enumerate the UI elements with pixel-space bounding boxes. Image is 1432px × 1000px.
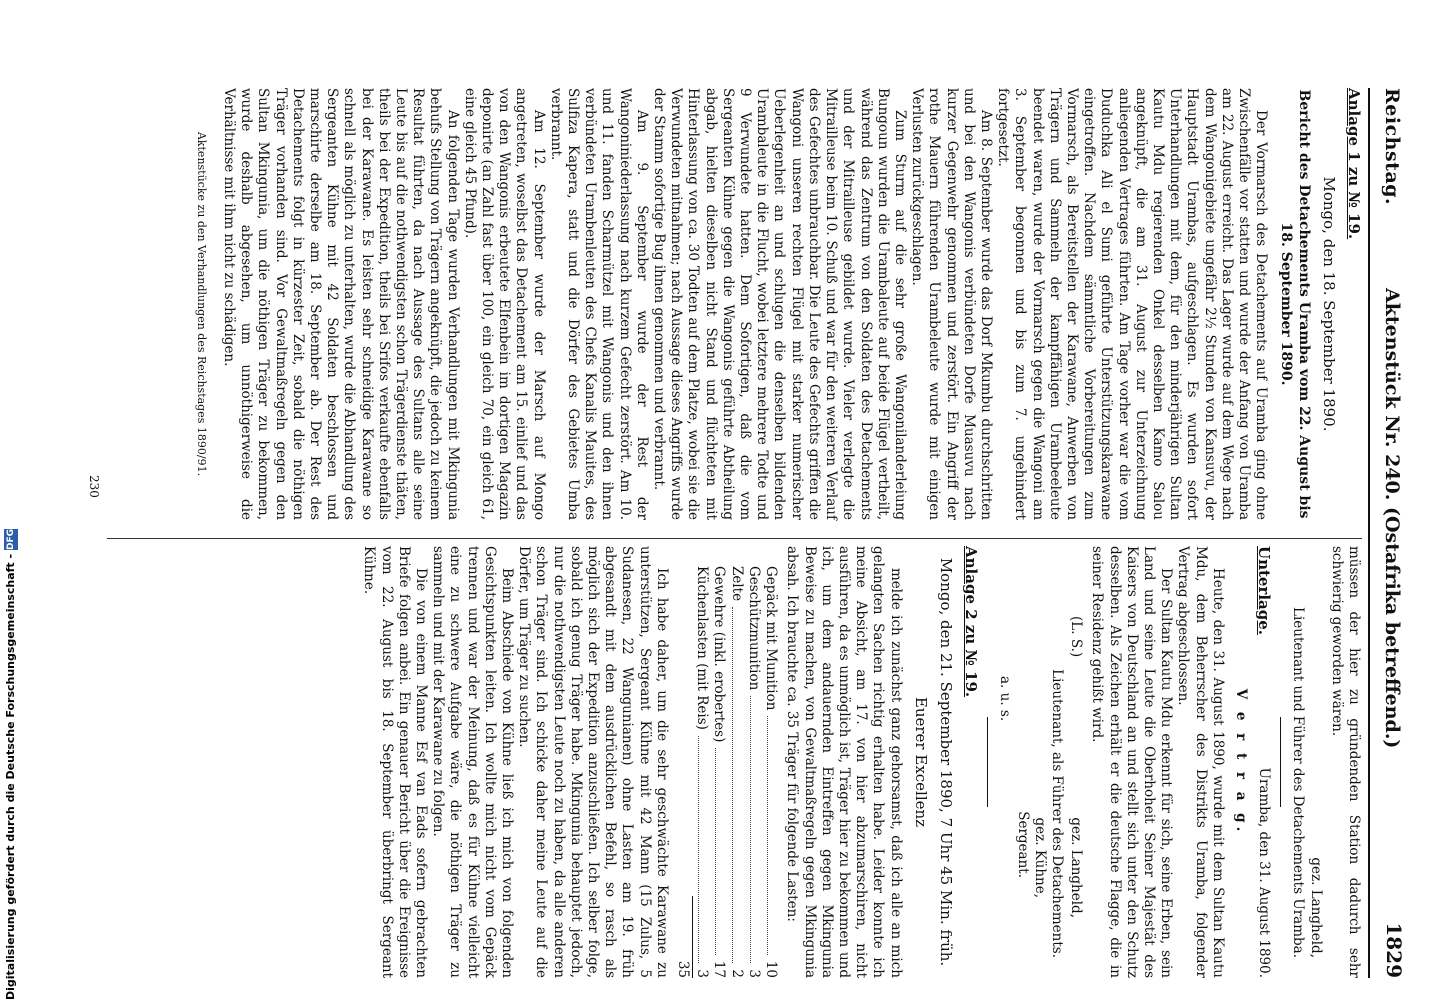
page-number: 230 xyxy=(87,475,101,498)
item-label: Zelte xyxy=(728,566,745,602)
digitization-credit xyxy=(4,529,24,1000)
unterlage-heading: Unterlage. xyxy=(1255,546,1274,636)
vertrag-auxiliary: a. u. s. xyxy=(997,676,1014,722)
cargo-list xyxy=(674,566,779,978)
letter-paragraph: Die von einem Manne Esf van Eads sofern gebrachten Briefe folgen anbei. Ein genauer Bericht über die Ereignisse vom 22. August bis 18. September überbringt Sergeant Kühne. xyxy=(361,546,430,978)
unterlage-place-date: Uramba, den 31. August 1890. xyxy=(1256,767,1273,978)
report-paragraph: Am 8. September wurde das Dorf Mkumbu durchschritten und bei den Wangonis verbündeten Dorfe Muasuvu nach kurzer Gegenwehr genommen und zerstört. Ein Angriff der rothe Mauern führenden Urambeleute wurde mit einigen Verlusten zurückgeschlagen. xyxy=(909,88,994,520)
letter-salutation: Euerer Excellenz xyxy=(911,696,930,828)
report-paragraph: Der Vormarsch des Detachements auf Uramba ging ohne Zwischenfälle vor statten und wurde der Anfang von Uramba am 22. August erreicht. Das Lager wurde auf dem Wege nach dem Wangonigebiete ungefähr 2½ Stunden von Kansuvu, der Hauptstadt Urambas, aufgeschlagen. Es wurden sofort Unterhandlungen mit dem, für den minderjährigen Sultan Kautu Mdu regierenden Onkel desselben Kamo Salou angeknüpft, die am 31. August zur Unterzeichnung anliegenden Vertrages führten. Am Tage vorher war die vom Duduchka Ali el Sumi geführte Unterstützungskarawane eingetroffen. Nachdem sämmtliche Vorbereitungen zum Vormarsch, als Bereitstellen der Karawane, Anwerben von Trägern und Sammeln der kampffähigen Urambeeleute beendet waren, wurde der Vormarsch gegen die Wangoni am 3. September begonnen und bis zum 7. ungehindert fortgesetzt. xyxy=(995,88,1270,520)
column-divider xyxy=(107,538,1362,539)
list-item xyxy=(762,566,779,978)
report-subheading: Bericht des Detachements Uramba vom 22. August bis 18. September 1890. xyxy=(1278,89,1312,519)
letter-paragraph: Beim Abschiede von Kühne ließ ich mich von folgenden Gesichtspunkten leiten. Ich wollte mich nicht vom Gepäck trennen und war der Meinung, daß es für Kühne vielleicht eine zu schwere Aufgabe wäre, die nöthigen Träger zu sammeln und mit der Karawane zu folgen. xyxy=(430,546,516,978)
vertrag-paragraph: Der Sultan Kautu Mdu erkennt für sich, seine Erben, sein Land und seine Leute die Oberhoheit Seiner Majestät des Kaisers von Deutschland an und stellt sich unter den Schutz desselben. Als Zeichen erhält er die deutsche Flagge, die in seiner Residenz gehißt wird. xyxy=(1089,546,1175,978)
footnote: Aktenstücke zu den Verhandlungen des Reichstages 1890/91. xyxy=(194,131,208,477)
anlage-2-heading: Anlage 2 zu № 19. xyxy=(962,546,981,698)
item-label: Gepäck mit Munition xyxy=(763,566,780,711)
vertrag-signature-1: gez. Langheld, xyxy=(1068,817,1085,918)
signature-title: Lieutenant und Führer des Detachements Uramba. xyxy=(1290,607,1307,958)
list-item xyxy=(710,566,727,978)
list-item xyxy=(728,566,745,978)
report-paragraph: Am 9. September wurde der Rest der Wangoniniederlassung nach kurzem Gefecht zerstört. Am 10. und 11. fanden Scharmützel mit Wangonis und den ihnen verbündeten Urambenleuten des Chefs Kanalis Mauites, des Sulfiza Kapera, statt und die Dörfer des Gebietes Umba verbrannt. xyxy=(547,88,650,520)
report-paragraph: Am 12. September wurde der Marsch auf Mongo angetreten, woselbst das Detachement am 15. einlief und das von den Wangonis erbeutete Elfenbein im dortigen Magazin deponirte (an Zahl fast über 100, ein gleich 70, ein gleich 61, eine gleich 45 Pfund). xyxy=(461,88,547,520)
item-count: 3 xyxy=(745,969,762,978)
vertrag-signature-row xyxy=(1067,546,1084,978)
vertrag-signature-1-title: Lieutenant, als Führer des Detachements. xyxy=(1048,669,1065,958)
letter-paragraph: Ich habe daher, um die sehr geschwächte Karawane zu unterstützen, Sergeant Kühne mit 42 Mann (15 Zulus, 5 Sudanesen, 22 Wangunianen) ohne Lasten am 19. früh abgesandt mit dem ausdrücklichen Befehl, so rasch als möglich sich der Expedition anzuschließen. Ich selber folge, sobald ich genug Träger habe. Mkingunia behauptet jedoch, nur die nothwendigsten Leute noch zu haben, da alle anderen schon Träger sind. Ich schicke daher meine Leute auf die Dörfer, um Träger zu suchen. xyxy=(516,546,670,978)
dfg-logo: DFG xyxy=(6,529,16,551)
header-middle: Aktenstück Nr. 240. (Ostafrika betreffend.) xyxy=(1381,288,1403,749)
vertrag-signature-2: gez. Kühne, xyxy=(1031,817,1048,898)
header-page-number: 1829 xyxy=(1382,922,1406,978)
credit-text: Digitalisierung gefördert durch die Deutsche Forschungsgemeinschaft - xyxy=(4,553,17,1000)
report-paragraph: Zum Sturm auf die sehr große Wangonilanderleiung Bungoun wurden die Urambaleute auf beide Flügel vertheilt, während das Zentrum von den Soldaten des Detachements und der Mitrailleuse gebildet wurde. Vieler verlegte die Mitrailleuse beim 10. Schuß und war für den weiteren Verlauf des Gefechtes unbrauchbar. Die Leute des Gefechts griffen die Wangoni unseren rechten Flügel mit starker numerischer Ueberlegenheit an und schlugen die denselben bildenden Urambaleute in die Flucht, wobei letztere mehrere Todte und 9 Verwundete hatten. Dem Sofortigen, daß die vom Sergeanten Kühne gegen die Wangonis geführte Abtheilung abgab, hielten dieselben nicht Stand und flüchteten mit Hinterlassung von ca. 30 Todten auf dem Platze, wobei sie die Verwundeten mitnahmen; nach Aussage dieses Angriffs wurde der Stamm sofortige Bug ihnen genommen und verbrannt. xyxy=(651,88,908,520)
item-count: 10 xyxy=(763,960,780,978)
report-paragraph: An folgenden Tage wurden Verhandlungen mit Mkingunia behufs Stellung von Trägern angeknüpft, die jedoch zu keinem Resultat führten, da nach Aussage des Sultans alle seine Leute bis auf die nothwendigsten schon Trägerdienste thäten, theils bei der Expedition, theils bei Srifos verkaufte ebenfalls bei der Karawane. Es leisten sehr schneidige Karawane so schnell als möglich zu unterhalten, wurde die Abhandlung des Sergeanten Kühne mit 42 Soldaten beschlossen und marschirte derselbe am 18. September ab. Der Rest des Detachements folgt in kürzester Zeit, sobald die nöthigen Träger vorhanden sind. Vor Gewaltmaßregeln gegen den Sultan Mkingunia, um die nöthigen Träger zu bekommen, wurde deshalb abgesehen, um unnöthigerweise die Verhältnisse mit ihm nicht zu schädigen. xyxy=(221,88,461,520)
vertrag-paragraph: Heute, den 31. August 1890, wurde mit dem Sultan Kautu Mdu, dem Beherrscher des Distrikts Uramba, folgender Vertrag abgeschlossen. xyxy=(1175,546,1226,978)
item-count: 3 xyxy=(694,969,711,978)
list-item xyxy=(693,566,710,978)
right-column xyxy=(360,546,1362,978)
section-rule xyxy=(1280,717,1281,807)
anlage-1-heading: Anlage 1 zu № 19. xyxy=(1345,88,1363,240)
list-item xyxy=(745,566,762,978)
seal-mark: (L. S.) xyxy=(1068,616,1085,658)
signature-name: gez. Langheld, xyxy=(1307,857,1324,958)
item-label: Gewehre (inkl. erobertes) xyxy=(711,566,728,743)
header-left: Reichstag. xyxy=(1381,88,1403,206)
letter-paragraph: melde ich zunächst ganz gehorsamst, daß ich alle an mich gelangten Sachen richtig erhalten habe. Leider konnte ich meine Absicht, am 17. von hier abzumarschiren, nicht ausführen, da es unmöglich ist, Träger hier zu bekommen und ich, um dem andauernden Eintreffen gegen Mkingunia Beweise zu machen, von Gewaltmaßregeln gegen Mkingunia absah. Ich brauchte ca. 35 Träger für folgende Lasten: xyxy=(784,546,904,978)
left-column xyxy=(193,88,1362,520)
vertrag-signature-2-title: Sergeant. xyxy=(1014,811,1031,878)
item-label: Küchenlasten (mit Reis) xyxy=(694,566,711,730)
continuation-text: müssen der hier zu gründenden Station dadurch sehr schwierig geworden wären. xyxy=(1328,546,1362,978)
item-count: 2 xyxy=(728,969,745,978)
items-total: 35 xyxy=(674,896,693,978)
anlage-1-place-date: Mongo, den 18. September 1890. xyxy=(1319,176,1338,432)
item-label: Geschützmunition xyxy=(745,566,762,691)
section-rule xyxy=(987,717,988,807)
vertrag-title: V e r t r a g. xyxy=(1232,688,1249,836)
unterlage-row xyxy=(1255,546,1272,978)
item-count: 17 xyxy=(711,960,728,978)
page-header xyxy=(1368,88,1406,978)
anlage-2-place-date: Mongo, den 21. September 1890, 7 Uhr 45 Min. früh. xyxy=(936,557,955,967)
